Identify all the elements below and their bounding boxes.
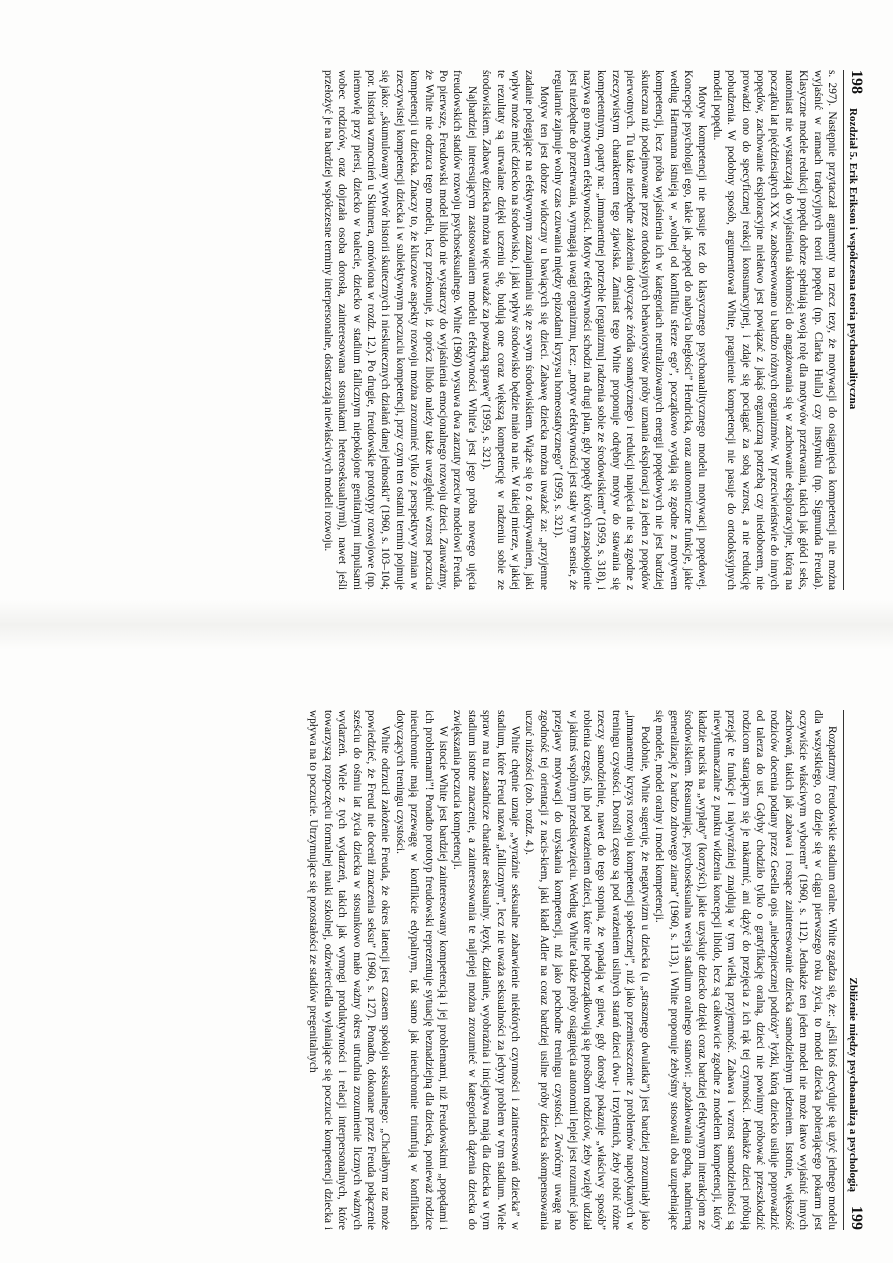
paragraph: White chętnie uznaje „wyraźnie seksualne zabarwienie niektórych czynności i zainteresowań dziecka” w stadium, które Freud nazwał „fallicznym”, lecz nie uważa seksualności za jedyny problem w tym stadium. Wiele spraw ma tu zasadnicze charakter aseksualny. Język, działanie, wyobraźnia i inicjatywa mają dla dziecka w tym stadium istotne znaczenie, a zainteresowania te najlepiej można zrozumieć w kategoriach dążenia dziecka do zwiększania poczucia kompetencji. [451,710,522,1230]
page-header [843,710,869,1230]
paragraph: Rozpatrzmy freudowskie stadium oralne. White zgadza się, że: „jeśli ktoś decyduje się użyć jednego modelu dla wszystkiego, co dzieje się w ciągu pierwszego roku życia, to model dziecka pobierającego pokarm jest oczywiście właściwym wyborem” (1960, s. 112). Jednakże ten jeden model nie może łatwo wyjaśnić innych zachowań, takich jak zabawa i rosnące zainteresowanie dziecka samodzielnym jedzeniem. Istotnie, większość rodziców docenia podany przez Gesella opis „niebezpiecznej podróży” łyżki, którą dziecko usiłuje poprowadzić od talerza do ust. Gdyby chodziło tylko o gratyfikację oralną, dzieci nie powinny próbować przeszkodzić rodzicom starającym się je nakarmić, ani dążyć do przejęcia z ich rąk tej czynności. Jednakże dzieci próbują przejąć te funkcje i najwyraźniej znajdują w tym wielką przyjemność. Zabawa i wzrost samodzielności są niewytłumaczalne z punktu widzenia koncepcji libido, lecz są całkowicie zgodne z modelem kompetencji, który kładzie nacisk na „wypłaty” (korzyści), jakie uzyskuje dziecko dzięki coraz bardziej efektywnym interakcjom ze środowiskiem. Reasumując, psychoseksualna wersja stadium oralnego stanowi: „pożałowania godną, nadmierną generalizację z bardzo zdrowego ziarna” (1960, s. 113), i White proponuje żebyśmy stosowali oba uzupełniające się modele, model oralny i model kompetencji. [653,710,838,1230]
page-body [26,70,839,590]
book-gutter [0,600,893,650]
page-header [843,70,869,590]
left-page [0,10,893,600]
running-head: Rozdział 5. Erik Erikson i współczesna teoria psychoanalityczna [847,108,859,410]
page-body [26,710,839,1230]
paragraph: Podobnie, White sugeruje, że negatywizm u dziecka (u „strasznego dwulatka”) jest bardziej zrozumiały jako „immanentny kryzys rozwoju kompetencji społecznej”, niż jako przemieszczenie z problemów napotykanych w treningu czystości. Dorośli często są pod wrażeniem usilnych starań dzieci dwu- i trzyletnich, żeby robić różne rzeczy samodzielnie, nawet do tego stopnia, że wpadają w gniew, gdy dorosły pokazuje „właściwy sposób” robienia czegoś, lub pod wrażeniem dzieci, które nie podporządkowują się prośbom rodziców, żeby wzięły udział w jakimś wspólnym przedsięwzięciu. Według White'a także próby osiągnięcia autonomii lepiej jest rozumieć jako przejawy motywacji do uzyskania kompetencji, niż jako pochodne treningu czystości. Zwróćmy uwagę na zgodność tej orientacji z nacis-kiem, jaki kładł Adler na coraz bardziej usilne próby dziecka skompensowania uczuć niższości (zob. rozdz. 4.). [523,710,651,1230]
paragraph: W istocie White jest bardziej zainteresowany kompetencją i jej problemami, niż Freudowskimi „popędami i ich problemami”! Ponadto prototyp freudowski reprezentuje sytuację beznadziejną dla dziecka, ponieważ rodzice nieuchronnie mają przewagę w konflikcie edypalnym, tak samo jak nieuchronnie triumfują w konfliktach dotyczących treningu czystości. [393,710,450,1230]
page-number: 198 [848,70,865,94]
paragraph: White odrzucił założenie Freuda, że okres latencji jest czasem spokoju seksualnego: „Chciałbym raz może powiedzieć, że Freud nie docenił znaczenia seksu” (1960, s. 127). Ponadto, dokonane przez Freuda połączenie sześciu do ośmiu lat życia dziecka w stosunkowo mało ważny okres utrudnia zrozumienie licznych ważnych wydarzeń. Wiele z tych wydarzeń, takich jak wymogi produktywności i relacji interpersonalnych, które towarzyszą rozpoczęciu formalnej nauki szkolnej, odzwierciedla wyłaniające się poczucie kompetencji dziecka i wpływa na to poczucie. Utrzymujące się pozostałości ze stadiów pregenitalnych [307,710,392,1230]
page-number: 199 [848,1206,865,1230]
running-head: Zbliżenie między psychoanalizą a psychologią [847,977,859,1192]
paragraph: Motyw kompetencji nie pasuje też do klasycznego psychoanalitycznego modelu motywacji popędowej. Koncepcje psychologii ego, takie jak „popęd do nabycia biegłości” Hendricka, oraz autonomiczne funkcje, jakie według Hartmanna istnieją w „wolnej od konfliktu sferze ego”, początkowo wydają się zgodne z motywem kompetencji, lecz próba wyjaśnienia ich w kategoriach neutralizowanych energii popędowych nie jest bardziej skuteczna niż podejmowane przez ortodoksyjnych behawiorystów próby uznania eksploracji za jeden z popędów pierwotnych. Tu także niezbędne założenia dotyczące źródła somatycznego i redukcji napięcia nie są zgodne z rzeczywistym charakterem tego zjawiska. Zamiast tego White proponuje odrębny motyw do stawania się kompetentnym, oparty na: „immanentnej potrzebie [organizmu] radzenia sobie ze środowiskiem” (1959, s. 318), i nazywa go motywem efektywności. Motyw efektywności schodzi na drugi plan, gdy popędy krótych zaspokojenie jest niezbędne do przetrwania, wymagają uwagi organizmu, lecz: „motyw efektywności jest stały w tym sensie, że regularnie zajmuje wolny czas czuwania między epizodami kryzysu homeostatycznego” (1959, s. 321). [552,70,709,590]
paragraph: Najbardziej interesującym zastosowaniem modelu efektywności White'a jest jego próba nowego ujęcia freudowskich stadiów rozwoju psychoseksualnego. White (1960) wysuwa dwa zarzuty przeciw modelowi Freuda. Po pierwsze, Freudowski model libido nie wystarczy do wyjaśnienia emocjonalnego rozwoju dzieci. Zauważmy, że White nie odrzuca tego modelu, lecz przekonuje, iż oprócz libido należy także uwzględnić wzrost poczucia kompetencji u dziecka. Znaczy to, że kluczowe aspekty rozwoju można zrozumieć tylko z perspektywy zmian w rzeczywistej kompetencji dziecka i w subiektywnym poczuciu kompetencji, przy czym ten ostatni termin pojmuje się jako: „skumulowany wytwór historii skutecznych i nieskutecznych działań danej jednostki” (1960, s. 103–104; por. historia wzmocnień u Skinnera, omówiona w rozdz. 12.). Po drugie, freudowskie prototypy rozwojowe (np. niemowlę przy piersi, dziecko w toalecie, dziecko w stadium fallicznym niepokojone genitalnymi impulsami wobec rodziców, oraz dojrzała osoba dorosła, zainteresowana stosunkami heteroseksualnymi), nawet jeśli przełożyć je na bardziej współczesne terminy interpersonalne, dostarczają niewłaściwych modeli rozwoju. [321,70,478,590]
paragraph: s. 297). Następnie przytaczał argumenty na rzecz tezy, że motywacji do osiągnięcia kompetencji nie można wyjaśnić w ramach tradycyjnych teorii popędu (np. Clarka Hulla) czy instynktu (np. Sigmunda Freuda). Klasyczne modele redukcji popędu dobrze spełniają swoją rolę dla motywów przetrwania, takich jak głód i seks, natomiast nie wystarczają do wyjaśnienia skłonności do angażowania się w zachowanie eksploracyjne, którą na początku lat pięćdziesiątych XX w. zaobserwowano u bardzo różnych organizmów. W przeciwieństwie do innych popędów, zachowanie eksploracyjne niełatwo jest powiązać z jakąś organiczną potrzebą czy niedoborem, nie prowadzi ono do specyficznej reakcji konsumacyjnej, i zdaje się pociągać za sobą wzrost, a nie redukcję pobudzenia. W podobny sposób, argumentował White, pragnienie kompetencji nie pasuje do ortodoksyjnych modeli popędu. [710,70,838,590]
right-page [0,650,893,1240]
paragraph: Motyw ten jest dobrze widoczny u bawiących się dzieci. Zabawę dziecka można uważać za: „przyjemne zadanie polegające na efektywnym zaznajamianiu się ze swym środowiskiem. Wiąże się to z odkrywaniem, jaki wpływ może mieć dziecko na środowisko, i jaki wpływ środowisko będzie miało na nie. W takiej mierze, w jakiej te rezultaty są utrwalane dzięki uczeniu się, budują one coraz większą kompetencję w radzeniu sobie ze środowiskiem. Zabawę dziecka można więc uważać za poważną sprawę” (1959, s. 321). [480,70,550,590]
